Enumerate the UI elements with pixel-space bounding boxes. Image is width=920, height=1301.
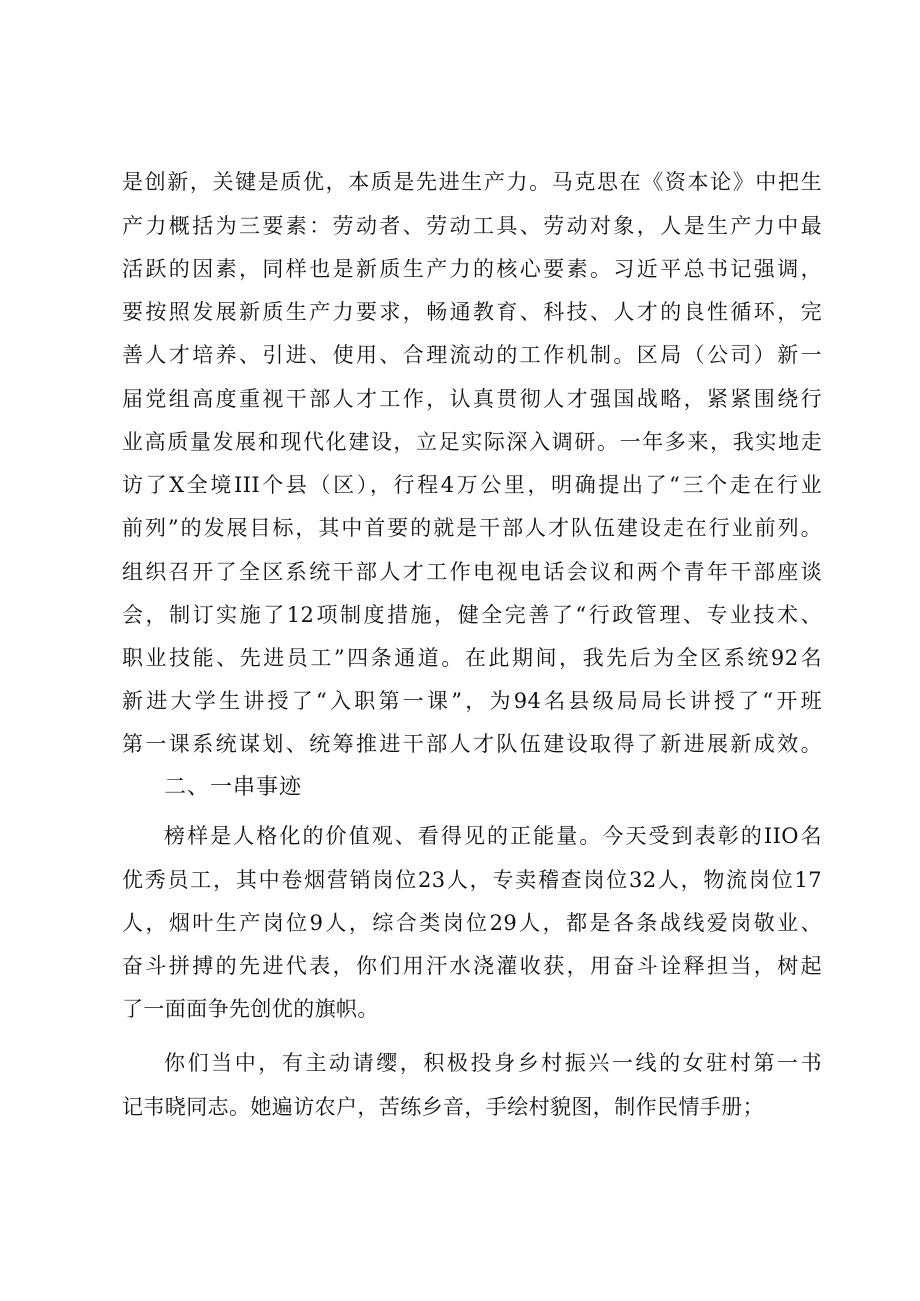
text-line: 记韦晓同志。她遍访农户，苦练乡音，手绘村貌图，制作民情手册；	[122, 1095, 764, 1119]
text-line: 会，制订实施了12项制度措施，健全完善了“行政管理、专业技术、	[122, 603, 822, 627]
text-line: 人，烟叶生产岗位9人，综合类岗位29人，都是各条战线爱岗敬业、	[122, 911, 822, 935]
text-line: 组织召开了全区系统干部人才工作电视电话会议和两个青年干部座谈	[122, 560, 822, 584]
text-line: 活跃的因素，同样也是新质生产力的核心要素。习近平总书记强调，	[122, 257, 822, 281]
text-line: 奋斗拼搏的先进代表，你们用汗水浇灌收获，用奋斗诠释担当，树起	[122, 954, 822, 978]
text-line: 第一课系统谋划、统筹推进干部人才队伍建设取得了新进展新成效。	[122, 732, 822, 756]
text-line: 职业技能、先进员工”四条通道。在此期间，我先后为全区系统92名	[122, 646, 822, 670]
text-line: 是创新，关键是质优，本质是先进生产力。马克思在《资本论》中把生	[122, 170, 822, 194]
text-line: 榜样是人格化的价值观、看得见的正能量。今天受到表彰的IIO名	[164, 824, 822, 848]
text-line: 善人才培养、引进、使用、合理流动的工作机制。区局（公司）新一	[122, 343, 822, 367]
text-line: 要按照发展新质生产力要求，畅通教育、科技、人才的良性循环，完	[122, 300, 822, 324]
text-line: 你们当中，有主动请缨，积极投身乡村振兴一线的女驻村第一书	[164, 1051, 822, 1075]
text-line: 了一面面争先创优的旗帜。	[122, 997, 379, 1021]
text-line: 前列”的发展目标，其中首要的就是干部人才队伍建设走在行业前列。	[122, 516, 822, 540]
text-line: 产力概括为三要素：劳动者、劳动工具、劳动对象，人是生产力中最	[122, 214, 822, 238]
text-line: 届党组高度重视干部人才工作，认真贯彻人才强国战略，紧紧围绕行	[122, 387, 822, 411]
text-line: 新进大学生讲授了“入职第一课”，为94名县级局局长讲授了“开班	[122, 689, 822, 713]
text-line: 访了X全境III个县（区），行程4万公里，明确提出了“三个走在行业	[122, 473, 822, 497]
section-heading: 二、一串事迹	[164, 775, 303, 800]
text-line: 优秀员工，其中卷烟营销岗位23人，专卖稽查岗位32人，物流岗位17	[122, 868, 822, 892]
text-line: 业高质量发展和现代化建设，立足实际深入调研。一年多来，我实地走	[122, 430, 822, 454]
